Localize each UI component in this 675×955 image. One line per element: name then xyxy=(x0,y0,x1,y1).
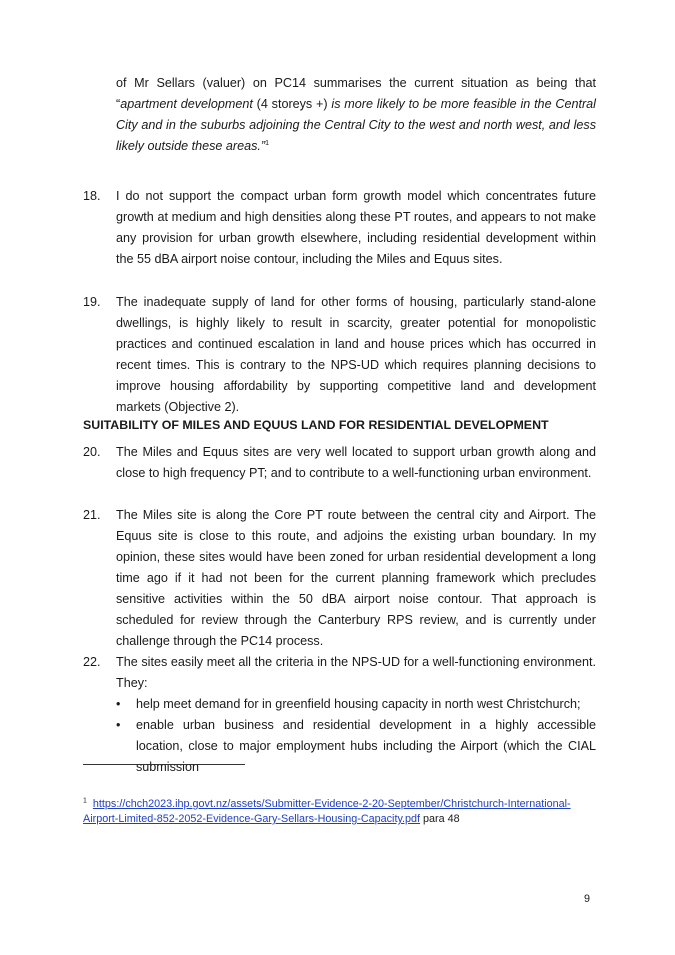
paragraph-number: 18. xyxy=(83,189,101,203)
paragraph-number: 22. xyxy=(83,655,101,669)
paragraph-lead-text: The sites easily meet all the criteria in the NPS-UD for a well-functioning environment. They: xyxy=(116,655,596,690)
footnote-reference: 1 xyxy=(265,139,270,147)
paragraph-18 xyxy=(83,186,596,270)
quote-italic-1: apartment development xyxy=(120,97,253,111)
paragraph-19 xyxy=(83,292,596,418)
paragraph-text xyxy=(116,652,596,778)
paragraph-number: 19. xyxy=(83,295,101,309)
quote-italic-2: is more likely to be more feasible in the Central City and in the suburbs adjoining the Central City to the west and north west, and less likely outside these areas.” xyxy=(116,97,596,153)
continuation-text: of Mr Sellars (valuer) on PC14 summarises the current situation as being that “ xyxy=(116,76,596,111)
paragraph-21 xyxy=(83,505,596,652)
paragraph-22 xyxy=(83,652,596,778)
continuation-paragraph xyxy=(116,73,596,157)
section-heading: SUITABILITY OF MILES AND EQUUS LAND FOR RESIDENTIAL DEVELOPMENT xyxy=(83,418,549,432)
bullet-item xyxy=(116,694,596,715)
bullet-text: help meet demand for in greenfield housing capacity in north west Christchurch; xyxy=(136,697,581,711)
bullet-text: enable urban business and residential development in a highly accessible location, close to major employment hubs including the Airport (which the CIAL submission xyxy=(136,718,596,774)
footnote-link[interactable]: https://chch2023.ihp.govt.nz/assets/Submitter-Evidence-2-20-September/Christchurch-International-Airport-Limited-852-2052-Evidence-Gary-Sellars-Housing-Capacity.pdf xyxy=(83,798,571,825)
footnote xyxy=(83,797,598,827)
bullet-item xyxy=(116,715,596,778)
page-number: 9 xyxy=(584,893,591,905)
paragraph-text: I do not support the compact urban form growth model which concentrates future growth at medium and high densities along these PT routes, and appears to not make any provision for urban growth elsewhere, including residential development within the 55 dBA airport noise contour, including the Miles and Equus sites. xyxy=(116,189,596,266)
paragraph-text: The inadequate supply of land for other forms of housing, particularly stand-alone dwellings, is highly likely to result in scarcity, greater potential for monopolistic practices and continued escalation in land and house prices which has occurred in recent times. This is contrary to the NPS-UD which requires planning decisions to improve housing affordability by supporting competitive land and development markets (Objective 2). xyxy=(116,295,596,414)
footnote-marker: 1 xyxy=(83,797,87,805)
continuation-text-2: (4 storeys +) xyxy=(252,97,332,111)
paragraph-20 xyxy=(83,442,596,484)
bullet-list xyxy=(116,694,596,778)
paragraph-number: 20. xyxy=(83,445,101,459)
paragraph-text: The Miles and Equus sites are very well located to support urban growth along and close to high frequency PT; and to contribute to a well-functioning urban environment. xyxy=(116,445,596,480)
paragraph-number: 21. xyxy=(83,508,101,522)
footnote-suffix: para 48 xyxy=(420,813,460,825)
paragraph-text: The Miles site is along the Core PT route between the central city and Airport. The Equus site is close to this route, and adjoins the existing urban boundary. In my opinion, these sites would have been zoned for urban residential development a long time ago if it had not been for the current planning framework which precludes sensitive activities within the 50 dBA airport noise contour. That approach is scheduled for review through the Canterbury RPS review, and is currently under challenge through the PC14 process. xyxy=(116,508,596,648)
bullet-icon: • xyxy=(116,718,121,732)
bullet-icon: • xyxy=(116,697,121,711)
footnote-separator xyxy=(83,764,245,765)
